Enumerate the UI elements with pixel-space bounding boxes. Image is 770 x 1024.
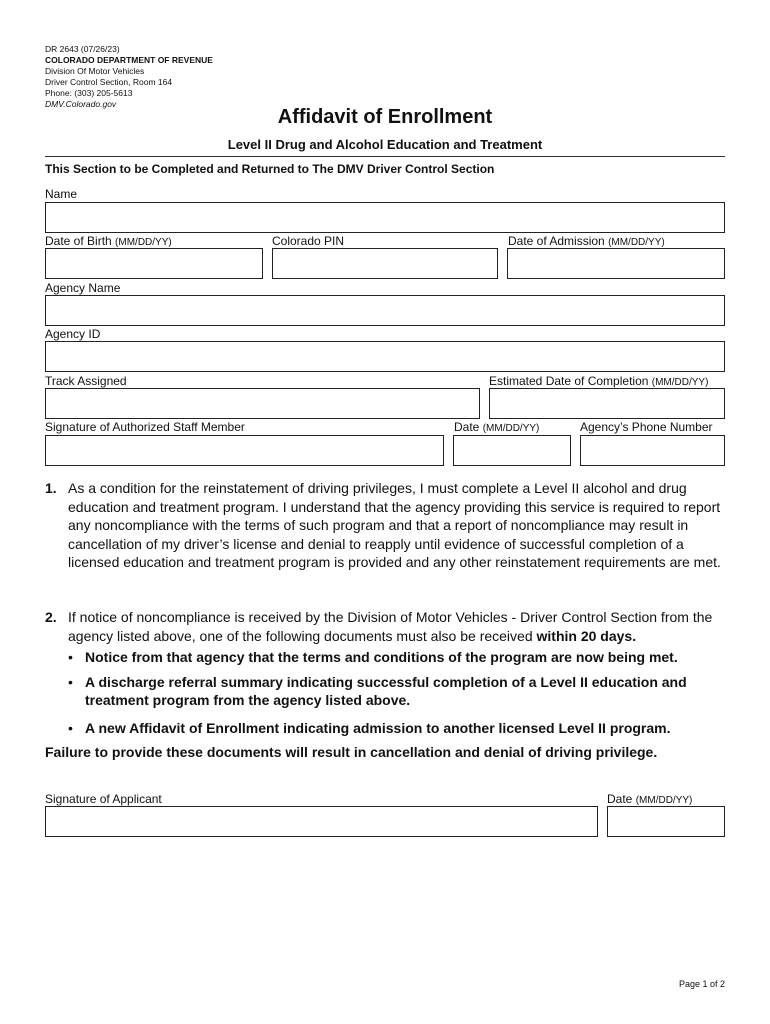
- staff-date-field[interactable]: [453, 435, 571, 466]
- divider: [45, 156, 725, 157]
- department-name: COLORADO DEPARTMENT OF REVENUE: [45, 55, 213, 65]
- staff-signature-field[interactable]: [45, 435, 444, 466]
- section-address: Driver Control Section, Room 164: [45, 77, 173, 87]
- bullet-text: A discharge referral summary indicating successful completion of a Level II education and treatment program from the agency listed above.: [85, 674, 687, 708]
- staff-date-label: [454, 420, 539, 434]
- name-label: Name: [45, 187, 78, 201]
- agency-id-field[interactable]: [45, 341, 725, 372]
- bullet-icon: •: [68, 674, 73, 690]
- clause-two-text-wrap: [68, 608, 735, 645]
- colorado-pin-label: Colorado PIN: [272, 234, 345, 248]
- division-name: Division Of Motor Vehicles: [45, 66, 145, 76]
- completion-label: [489, 374, 708, 388]
- section-heading: This Section to be Completed and Returned to The DMV Driver Control Section: [45, 162, 495, 176]
- clause-two: [45, 608, 735, 645]
- staff-signature-label: Signature of Authorized Staff Member: [45, 420, 245, 434]
- admission-label: [508, 234, 665, 248]
- bullet-icon: •: [68, 649, 73, 665]
- colorado-pin-field[interactable]: [272, 248, 498, 279]
- bullet-item: [68, 648, 728, 666]
- staff-date-label-text: Date: [454, 420, 480, 434]
- agency-name-field[interactable]: [45, 295, 725, 326]
- agency-name-label: Agency Name: [45, 281, 121, 295]
- bullet-text: Notice from that agency that the terms and conditions of the program are now being met.: [85, 649, 678, 665]
- bullet-item: [68, 719, 728, 737]
- applicant-date-field[interactable]: [607, 806, 725, 837]
- dob-label-text: Date of Birth: [45, 234, 112, 248]
- agency-id-label: Agency ID: [45, 327, 101, 341]
- clause-one: [45, 479, 735, 572]
- applicant-signature-label: Signature of Applicant: [45, 792, 162, 806]
- applicant-date-label-text: Date: [607, 792, 633, 806]
- phone-number: Phone: (303) 205-5613: [45, 88, 133, 98]
- bullet-item: [68, 673, 728, 709]
- page-title: Affidavit of Enrollment: [277, 106, 493, 128]
- clause-one-text: As a condition for the reinstatement of driving privileges, I must complete a Level II alcohol and drug education and treatment program. I understand that the agency providing this service is required to report any noncompliance with the terms of such program and that a report of noncompliance may result in cancellation of my driver’s license and denial to reapply until evidence of successful completion of a licensed education and treatment program is provided and any other reinstatement requirements are met.: [68, 480, 721, 570]
- clause-two-deadline: within 20 days.: [536, 627, 637, 644]
- track-field[interactable]: [45, 388, 480, 419]
- staff-date-format: (MM/DD/YY): [482, 423, 540, 434]
- bullet-text: A new Affidavit of Enrollment indicating admission to another licensed Level II program.: [85, 720, 671, 736]
- admission-field[interactable]: [507, 248, 725, 279]
- page-number: Page 1 of 2: [678, 979, 725, 989]
- name-field[interactable]: [45, 202, 725, 233]
- applicant-date-label: [607, 792, 692, 806]
- admission-label-text: Date of Admission: [508, 234, 605, 248]
- page-subtitle: Level II Drug and Alcohol Education and Treatment: [227, 137, 543, 152]
- dob-format: (MM/DD/YY): [115, 237, 172, 248]
- agency-phone-field[interactable]: [580, 435, 725, 466]
- bullet-icon: •: [68, 720, 73, 736]
- dob-label: [45, 234, 172, 248]
- completion-format: (MM/DD/YY): [651, 377, 709, 388]
- track-label: Track Assigned: [45, 374, 127, 388]
- applicant-signature-field[interactable]: [45, 806, 598, 837]
- website-link[interactable]: DMV.Colorado.gov: [45, 99, 117, 109]
- clause-one-number: 1.: [45, 480, 57, 496]
- applicant-date-format: (MM/DD/YY): [635, 795, 693, 806]
- completion-label-text: Estimated Date of Completion: [489, 374, 649, 388]
- clause-two-number: 2.: [45, 609, 57, 625]
- clause-two-text: If notice of noncompliance is received by the Division of Motor Vehicles - Driver Control Section from the agency listed above, one of the following documents must also be received: [68, 609, 713, 644]
- dob-field[interactable]: [45, 248, 263, 279]
- agency-phone-label: Agency’s Phone Number: [580, 420, 713, 434]
- completion-field[interactable]: [489, 388, 725, 419]
- admission-format: (MM/DD/YY): [608, 237, 665, 248]
- failure-warning: Failure to provide these documents will result in cancellation and denial of driving privilege.: [45, 744, 658, 760]
- form-code: DR 2643 (07/26/23): [45, 44, 120, 54]
